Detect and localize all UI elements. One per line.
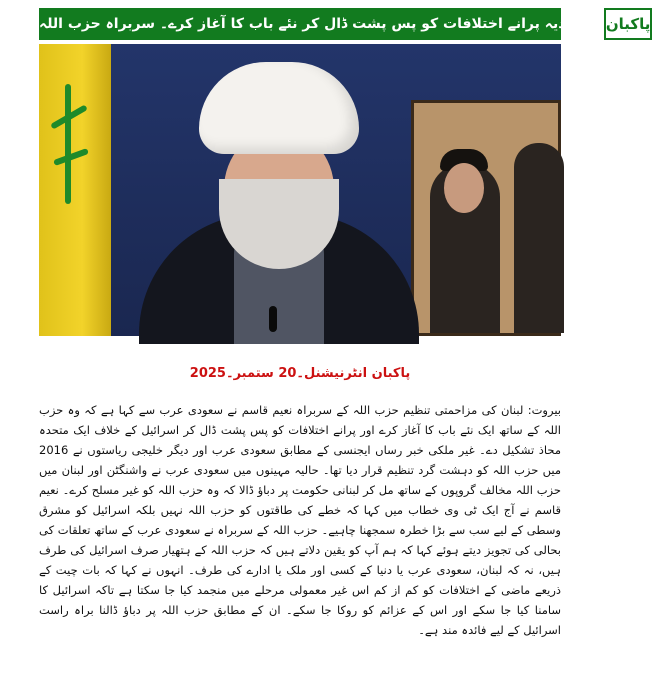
- news-photo: [39, 44, 561, 336]
- headline-text: سعودیہ پرانے اختلافات کو پس پشت ڈال کر نئے باب کا آغاز کرے۔ سربراہ حزب اللہ: [39, 16, 596, 32]
- headline-bar: [39, 8, 651, 40]
- microphone-icon: [269, 306, 277, 332]
- hezbollah-flag: [39, 44, 111, 336]
- brand-logo: پاکبان: [604, 8, 652, 40]
- portrait-frame: [411, 100, 561, 336]
- article-body: بیروت: لبنان کی مزاحمتی تنظیم حزب اللہ کے سربراہ نعیم قاسم نے سعودی عرب سے کہا ہے کہ وہ حزب اللہ کے ساتھ ایک نئے باب کا آغاز کرے اور پرانے اختلافات کو پس پشت ڈال کر اسرائیل کے خلاف ایک متحدہ محاذ تشکیل دے۔ غیر ملکی خبر رساں ایجنسی کے مطابق سعودی عرب اور دیگر خلیجی ریاستوں نے 2016 میں حزب اللہ کو دہشت گرد تنظیم قرار دیا تھا۔ حالیہ مہینوں میں سعودی عرب نے واشنگٹن اور لبنان میں حزب اللہ مخالف گروپوں کے ساتھ مل کر لبنانی حکومت پر دباؤ ڈالا کہ وہ حزب اللہ کو غیر مسلح کرے۔ نعیم قاسم نے آج ایک ٹی وی خطاب میں کہا کہ خطے کی طاقتوں کو حزب اللہ نہیں بلکہ اسرائیل کو مشرق وسطی کے لیے سب سے بڑا خطرہ سمجھنا چاہیے۔ حزب اللہ کے سربراہ نے سعودی عرب کے ساتھ تعلقات کی بحالی کی تجویز دیتے ہوئے کہا کہ ہم آپ کو یقین دلاتے ہیں کہ حزب اللہ کے ہتھیار صرف اسرائیل کی طرف ہیں، نہ کہ لبنان، سعودی عرب یا دنیا کے کسی اور ملک یا ادارے کی طرف۔ انہوں نے کہا کہ بات چیت کے ذریعے ماضی کے اختلافات کو کم از کم اس غیر معمولی مرحلے میں منجمد کیا جا سکتا ہے تاکہ اسرائیل کا سامنا کیا جا سکے اور اس کے عزائم کو روکا جا سکے۔ ان کے مطابق حزب اللہ پر دباؤ ڈالنا براہ راست اسرائیل کے لیے فائدہ مند ہے۔: [39, 403, 561, 637]
- dateline: پاکبان انٹرنیشنل۔20 ستمبر۔2025: [189, 366, 411, 381]
